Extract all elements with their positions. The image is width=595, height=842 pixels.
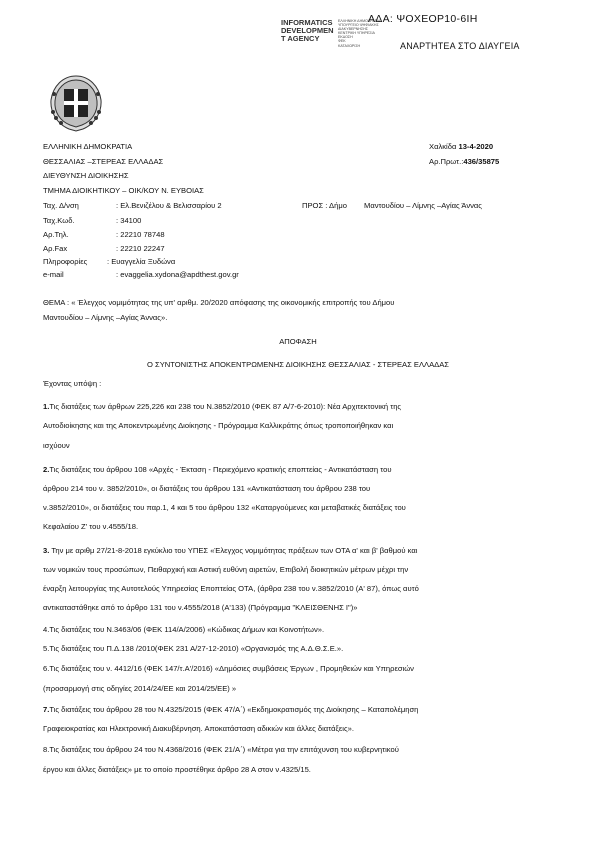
item-text: των νομικών τους προσώπων, Πειθαρχική και Αστική ευθύνη αιρετών, Επιβολή διοικητικών μέτρων μέχρι την — [43, 565, 409, 574]
contact-value: : 34100 — [116, 216, 142, 225]
contact-value: : 22210 22247 — [116, 244, 165, 253]
subject-line: Μαντουδίου – Λίμνης –Αγίας Άννας». — [43, 313, 168, 322]
item-text: Κεφαλαίου Ζ' του ν.4555/18. — [43, 522, 139, 531]
contact-value: : Ευαγγελία Ξυδώνα — [107, 257, 176, 266]
document-date: 13-4-2020 — [458, 142, 494, 151]
item-text: Αυτοδιοίκησης και της Αποκεντρωμένης Διοίκησης - Πρόγραμμα Καλλικράτης όπως τροποποιήθηκαν και — [43, 421, 394, 430]
item-number: 5. — [43, 644, 50, 653]
list-item — [43, 644, 553, 653]
protocol-label: Αρ.Πρωτ.: — [429, 157, 464, 166]
protocol-value: 436/35875 — [463, 157, 500, 166]
posting-notice: ΑΝΑΡΤΗΤΕΑ ΣΤΟ ΔΙΑΥΓΕΙΑ — [400, 41, 520, 51]
item-text: αντικαταστάθηκε από το άρθρο 131 του ν.4555/2018 (Α'133) (Πρόγραμμα "ΚΛΕΙΣΘΕΝΗΣ Ι")» — [43, 603, 358, 612]
fineprint-line: ΔΙΑΚΥΒΕΡΝΗΣΗΣ — [338, 27, 369, 32]
fineprint-line: ΕΚΔΟΣΗ — [338, 35, 353, 40]
item-text: έργου και άλλες διατάξεις» με το οποίο προστέθηκε άρθρο 28 Α στον ν.4325/15. — [43, 765, 311, 774]
list-item — [43, 745, 553, 754]
contact-value: : 22210 78748 — [116, 230, 165, 239]
item-number: 6. — [43, 664, 50, 673]
item-text: έναρξη λειτουργίας της Αυτοτελούς Υπηρεσίας Εποπτείας ΟΤΑ, (άρθρα 238 του ν.3852/2010 (Α' 87), όπως αυτό — [43, 584, 419, 593]
item-text: Τις διατάξεις του Π.Δ.138 /2010(ΦΕΚ 231 Α/27-12-2010) «Οργανισμός της Α.Δ.Θ.Σ.Ε.». — [49, 644, 344, 653]
item-number: 4. — [43, 625, 50, 634]
contact-label: Ταχ.Κωδ. — [43, 216, 75, 225]
header-country: ΕΛΛΗΝΙΚΗ ΔΗΜΟΚΡΑΤΙΑ — [43, 142, 133, 151]
item-text: Τις διατάξεις του ν. 4412/16 (ΦΕΚ 147/τ.Α'/2016) «Δημόσιες συμβάσεις Έργων , Προμηθειών και Υπηρεσιών — [49, 664, 414, 673]
item-text: Τις διατάξεις του άρθρου 108 «Αρχές - Έκταση - Περιεχόμενο κρατικής εποπτείας - Αντικατάσταση του — [49, 465, 392, 474]
email-link[interactable]: : evaggelia.xydona@apdthest.gov.gr — [116, 270, 239, 279]
list-item — [43, 625, 553, 634]
contact-label: e-mail — [43, 270, 64, 279]
fineprint-line: ΕΛΛΗΝΙΚΗ ΔΗΜΟΚΡΑΤΙΑ — [338, 19, 381, 23]
item-text: Γραφειοκρατίας και Ηλεκτρονική Διακυβέρνηση. Αποκατάσταση αδικιών και άλλες διατάξεις». — [43, 724, 354, 733]
item-text: ισχύουν — [43, 441, 70, 450]
agency-logo-text — [281, 19, 334, 43]
list-item — [43, 705, 553, 714]
place-date — [429, 142, 493, 151]
protocol-number — [429, 157, 499, 166]
greek-emblem-icon — [45, 72, 107, 134]
contact-label: Αρ.Τηλ. — [43, 230, 69, 239]
decision-intro: Έχοντας υπόψη : — [43, 379, 102, 388]
item-text: Τις διατάξεις του άρθρου 24 του Ν.4368/2016 (ΦΕΚ 21/Α΄) «Μέτρα για την επιτάχυνση του κυβερνητικού — [49, 745, 399, 754]
item-text: άρθρου 214 του ν. 3852/2010», οι διατάξεις του άρθρου 131 «Αντικατάσταση του άρθρου 238 του — [43, 484, 371, 493]
item-text: Την με αριθμ 27/21-8-2018 εγκύκλιο του ΥΠΕΣ «Έλεγχος νομιμότητας πράξεων των ΟΤΑ α' και β' βαθμού και — [49, 546, 418, 555]
fineprint-line: ΚΕΝΤΡΙΚΗ ΥΠΗΡΕΣΙΑ — [338, 31, 375, 36]
header-region: ΘΕΣΣΑΛΙΑΣ –ΣΤΕΡΕΑΣ ΕΛΛΑΔΑΣ — [43, 157, 164, 166]
item-text: Τις διατάξεις του Ν.3463/06 (ΦΕΚ 114/Α/2006) «Κώδικας Δήμων και Κοινοτήτων». — [49, 625, 325, 634]
fineprint-line: ΦΕΚ — [338, 39, 346, 44]
item-text: Τις διατάξεις των άρθρων 225,226 και 238 του Ν.3852/2010 (ΦΕΚ 87 Α/7-6-2010): Νέα Αρχιτεκτονική της — [49, 402, 402, 411]
header-department: ΤΜΗΜΑ ΔΙΟΙΚΗΤΙΚΟΥ – ΟΙΚ/ΚΟΥ Ν. ΕΥΒΟΙΑΣ — [43, 186, 204, 195]
agency-logo-line: INFORMATICS — [281, 18, 333, 27]
place-label: Χαλκίδα — [429, 142, 457, 151]
contact-label: Πληροφορίες — [43, 257, 88, 266]
recipient-label: ΠΡΟΣ : Δήμο — [302, 201, 347, 210]
decision-title: ΑΠΟΦΑΣΗ — [279, 337, 317, 346]
item-text: Τις διατάξεις του άρθρου 28 του Ν.4325/2015 (ΦΕΚ 47/Α΄) «Εκδημοκρατισμός της Διοίκησης – Καταπολέμηση — [49, 705, 419, 714]
item-text: (προσαρμογή στις οδηγίες 2014/24/ΕΕ και 2014/25/ΕΕ) » — [43, 684, 237, 693]
item-number: 2. — [43, 465, 50, 474]
header-directorate: ΔΙΕΥΘΥΝΣΗ ΔΙΟΙΚΗΣΗΣ — [43, 171, 129, 180]
list-item — [43, 402, 553, 411]
fineprint-line: ΚΑΤΑΧΩΡΙΣΗ — [338, 43, 361, 48]
subject-line: ΘΕΜΑ : « Έλεγχος νομιμότητας της υπ' αριθμ. 20/2020 απόφασης της οικονομικής επιτροπής του Δήμου — [43, 298, 395, 307]
list-item — [43, 546, 553, 555]
item-number: 1. — [43, 402, 50, 411]
item-number: 7. — [43, 705, 50, 714]
ada-code: ΑΔΑ: ΨΟΧΕΟΡ10-6ΙΗ — [368, 13, 478, 25]
list-item — [43, 664, 553, 673]
decision-authority: Ο ΣΥΝΤΟΝΙΣΤΗΣ ΑΠΟΚΕΝΤΡΩΜΕΝΗΣ ΔΙΟΙΚΗΣΗΣ ΘΕΣΣΑΛΙΑΣ - ΣΤΕΡΕΑΣ ΕΛΛΑΔΑΣ — [146, 360, 449, 369]
contact-label: Αρ.Fax — [43, 244, 68, 253]
item-text: ν.3852/2010», οι διατάξεις του παρ.1, 4 και 5 του άρθρου 132 «Καταργούμενες και μεταβατικές διατάξεις του — [43, 503, 406, 512]
contact-label: Ταχ. Δ/νση — [43, 201, 79, 210]
list-item — [43, 465, 553, 474]
item-number: 3. — [43, 546, 50, 555]
contact-value: : Ελ.Βενιζέλου & Βελισσαρίου 2 — [116, 201, 222, 210]
agency-logo-line: DEVELOPMEN — [281, 26, 334, 35]
recipient-value: Μαντουδίου – Λίμνης –Αγίας Άννας — [364, 201, 482, 210]
item-number: 8. — [43, 745, 50, 754]
fineprint-line: ΥΠΟΥΡΓΕΙΟ ΨΗΦΙΑΚΗΣ — [338, 23, 379, 28]
agency-logo-line: T AGENCY — [281, 34, 320, 43]
